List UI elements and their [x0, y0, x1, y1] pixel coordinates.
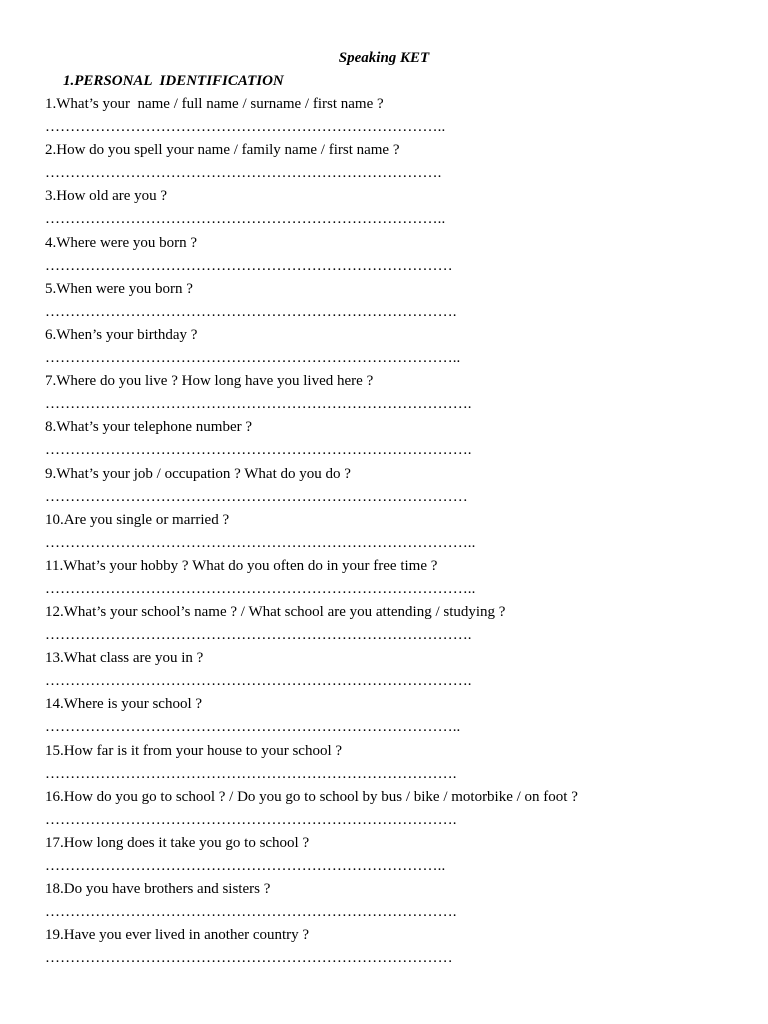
question-item	[45, 788, 735, 834]
question-item	[45, 234, 735, 280]
question-item	[45, 880, 735, 926]
answer-line: …………………………………………………………………….	[45, 165, 442, 182]
question-text: 6.When’s your birthday ?	[45, 326, 198, 343]
question-list	[45, 95, 735, 973]
question-item	[45, 926, 735, 972]
question-item	[45, 95, 735, 141]
document-title: Speaking KET	[338, 50, 430, 66]
question-text: 3.How old are you ?	[45, 188, 168, 205]
answer-line: ………………………………………………………………………..	[45, 719, 461, 736]
question-text: 11.What’s your hobby ? What do you often do in your free time ?	[45, 557, 438, 574]
question-item	[45, 418, 735, 464]
answer-line: ……………………………………………………………………..	[45, 858, 446, 874]
question-item	[45, 372, 735, 418]
question-text: 10.Are you single or married ?	[45, 511, 230, 528]
question-item	[45, 465, 735, 511]
question-item	[45, 834, 735, 880]
question-text: 9.What’s your job / occupation ? What do you do ?	[45, 465, 351, 482]
answer-line: ………………………………………………………………………….	[45, 442, 472, 459]
answer-line: ………………………………………………………………………..	[45, 349, 461, 366]
question-item	[45, 141, 735, 187]
question-text: 4.Where were you born ?	[45, 234, 198, 251]
answer-line: ……………………………………………………………………….	[45, 765, 457, 782]
question-text: 12.What’s your school’s name ? / What school are you attending / studying ?	[45, 604, 506, 621]
question-item	[45, 187, 735, 233]
question-text: 1.What’s your name / full name / surname / first name ?	[45, 96, 384, 112]
answer-line: ……………………………………………………………………..	[45, 119, 446, 135]
question-text: 18.Do you have brothers and sisters ?	[45, 881, 271, 898]
question-item	[45, 649, 735, 695]
question-text: 8.What’s your telephone number ?	[45, 419, 253, 436]
question-text: 16.How do you go to school ? / Do you go to school by bus / bike / motorbike / on foot ?	[45, 788, 578, 805]
question-text: 15.How far is it from your house to your school ?	[45, 742, 343, 759]
answer-line: …………………………………………………………………………..	[45, 580, 476, 597]
section-heading: 1.PERSONAL IDENTIFICATION	[63, 73, 284, 89]
answer-line: ……………………………………………………………………..	[45, 211, 446, 228]
question-item	[45, 326, 735, 372]
question-text: 2.How do you spell your name / family name / first name ?	[45, 142, 400, 159]
question-item	[45, 280, 735, 326]
question-text: 13.What class are you in ?	[45, 650, 204, 667]
question-item	[45, 511, 735, 557]
question-text: 17.How long does it take you go to school ?	[45, 835, 310, 851]
answer-line: ………………………………………………………………………….	[45, 396, 472, 413]
question-text: 7.Where do you live ? How long have you lived here ?	[45, 373, 374, 390]
question-item	[45, 742, 735, 788]
question-text: 14.Where is your school ?	[45, 696, 203, 713]
answer-line: ……………………………………………………………………….	[45, 904, 457, 921]
answer-line: ………………………………………………………………………	[45, 257, 453, 274]
question-item	[45, 695, 735, 741]
question-item	[45, 557, 735, 603]
question-text: 5.When were you born ?	[45, 280, 193, 297]
answer-line: ……………………………………………………………………….	[45, 811, 457, 828]
answer-line: ………………………………………………………………………….	[45, 673, 472, 690]
answer-line: ………………………………………………………………………….	[45, 627, 472, 644]
question-item	[45, 603, 735, 649]
answer-line: …………………………………………………………………………	[45, 488, 468, 505]
answer-line: ……………………………………………………………………….	[45, 303, 457, 320]
answer-line: …………………………………………………………………………..	[45, 534, 476, 551]
answer-line: ………………………………………………………………………	[45, 950, 453, 967]
question-text: 19.Have you ever lived in another country ?	[45, 927, 310, 944]
